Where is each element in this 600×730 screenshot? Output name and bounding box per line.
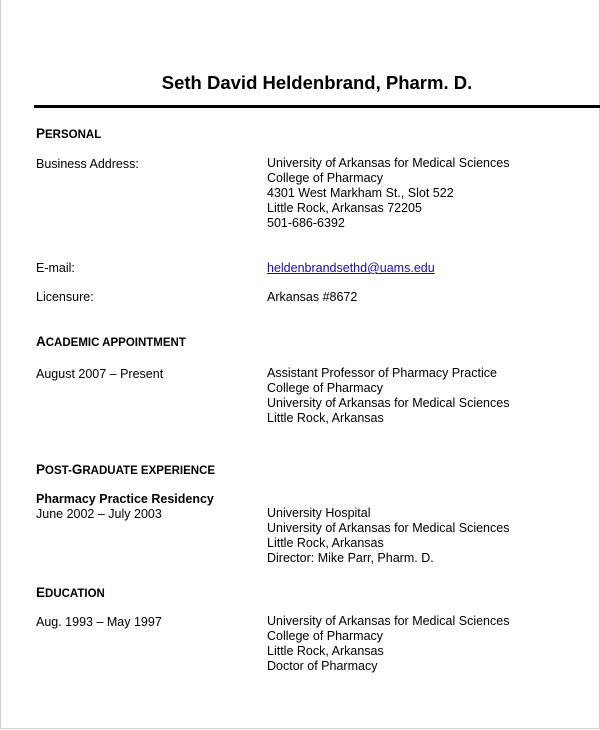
email-label: E-mail:: [36, 261, 75, 275]
residency-block: [267, 506, 509, 566]
education-block: [267, 614, 509, 674]
residency-title: Pharmacy Practice Residency: [36, 492, 214, 506]
residency-line: Little Rock, Arkansas: [267, 536, 384, 550]
education-line: College of Pharmacy: [267, 629, 384, 643]
residency-line: University Hospital: [267, 506, 371, 520]
address-label: Business Address:: [36, 157, 139, 171]
licensure-label: Licensure:: [36, 290, 94, 304]
education-line: Doctor of Pharmacy: [267, 659, 378, 673]
academic-line: College of Pharmacy: [267, 381, 384, 395]
academic-line: Little Rock, Arkansas: [267, 411, 384, 425]
section-heading-education: EDUCATION: [36, 585, 105, 600]
section-heading-personal: PERSONAL: [36, 126, 102, 141]
academic-line: University of Arkansas for Medical Sciences: [267, 396, 510, 410]
resume-name: Seth David Heldenbrand, Pharm. D.: [161, 72, 473, 93]
academic-block: [267, 366, 509, 426]
academic-line: Assistant Professor of Pharmacy Practice: [267, 366, 497, 380]
section-heading-postgrad: POST-GRADUATE EXPERIENCE: [36, 462, 216, 477]
residency-line: University of Arkansas for Medical Sciences: [267, 521, 510, 535]
header-divider: [34, 105, 600, 108]
address-block: [267, 156, 509, 231]
address-line: 501-686-6392: [267, 216, 345, 230]
residency-line: Director: Mike Parr, Pharm. D.: [267, 551, 434, 565]
education-line: Little Rock, Arkansas: [267, 644, 384, 658]
section-heading-academic: ACADEMIC APPOINTMENT: [36, 334, 186, 349]
address-line: Little Rock, Arkansas 72205: [267, 201, 422, 215]
email-link[interactable]: heldenbrandsethd@uams.edu: [267, 261, 435, 275]
address-line: University of Arkansas for Medical Sciences: [267, 156, 510, 170]
education-dates: Aug. 1993 – May 1997: [36, 615, 162, 629]
address-line: 4301 West Markham St., Slot 522: [267, 186, 454, 200]
address-line: College of Pharmacy: [267, 171, 384, 185]
education-line: University of Arkansas for Medical Sciences: [267, 614, 510, 628]
academic-dates: August 2007 – Present: [36, 367, 164, 381]
licensure-value: Arkansas #8672: [267, 290, 358, 304]
residency-dates: June 2002 – July 2003: [36, 507, 162, 521]
